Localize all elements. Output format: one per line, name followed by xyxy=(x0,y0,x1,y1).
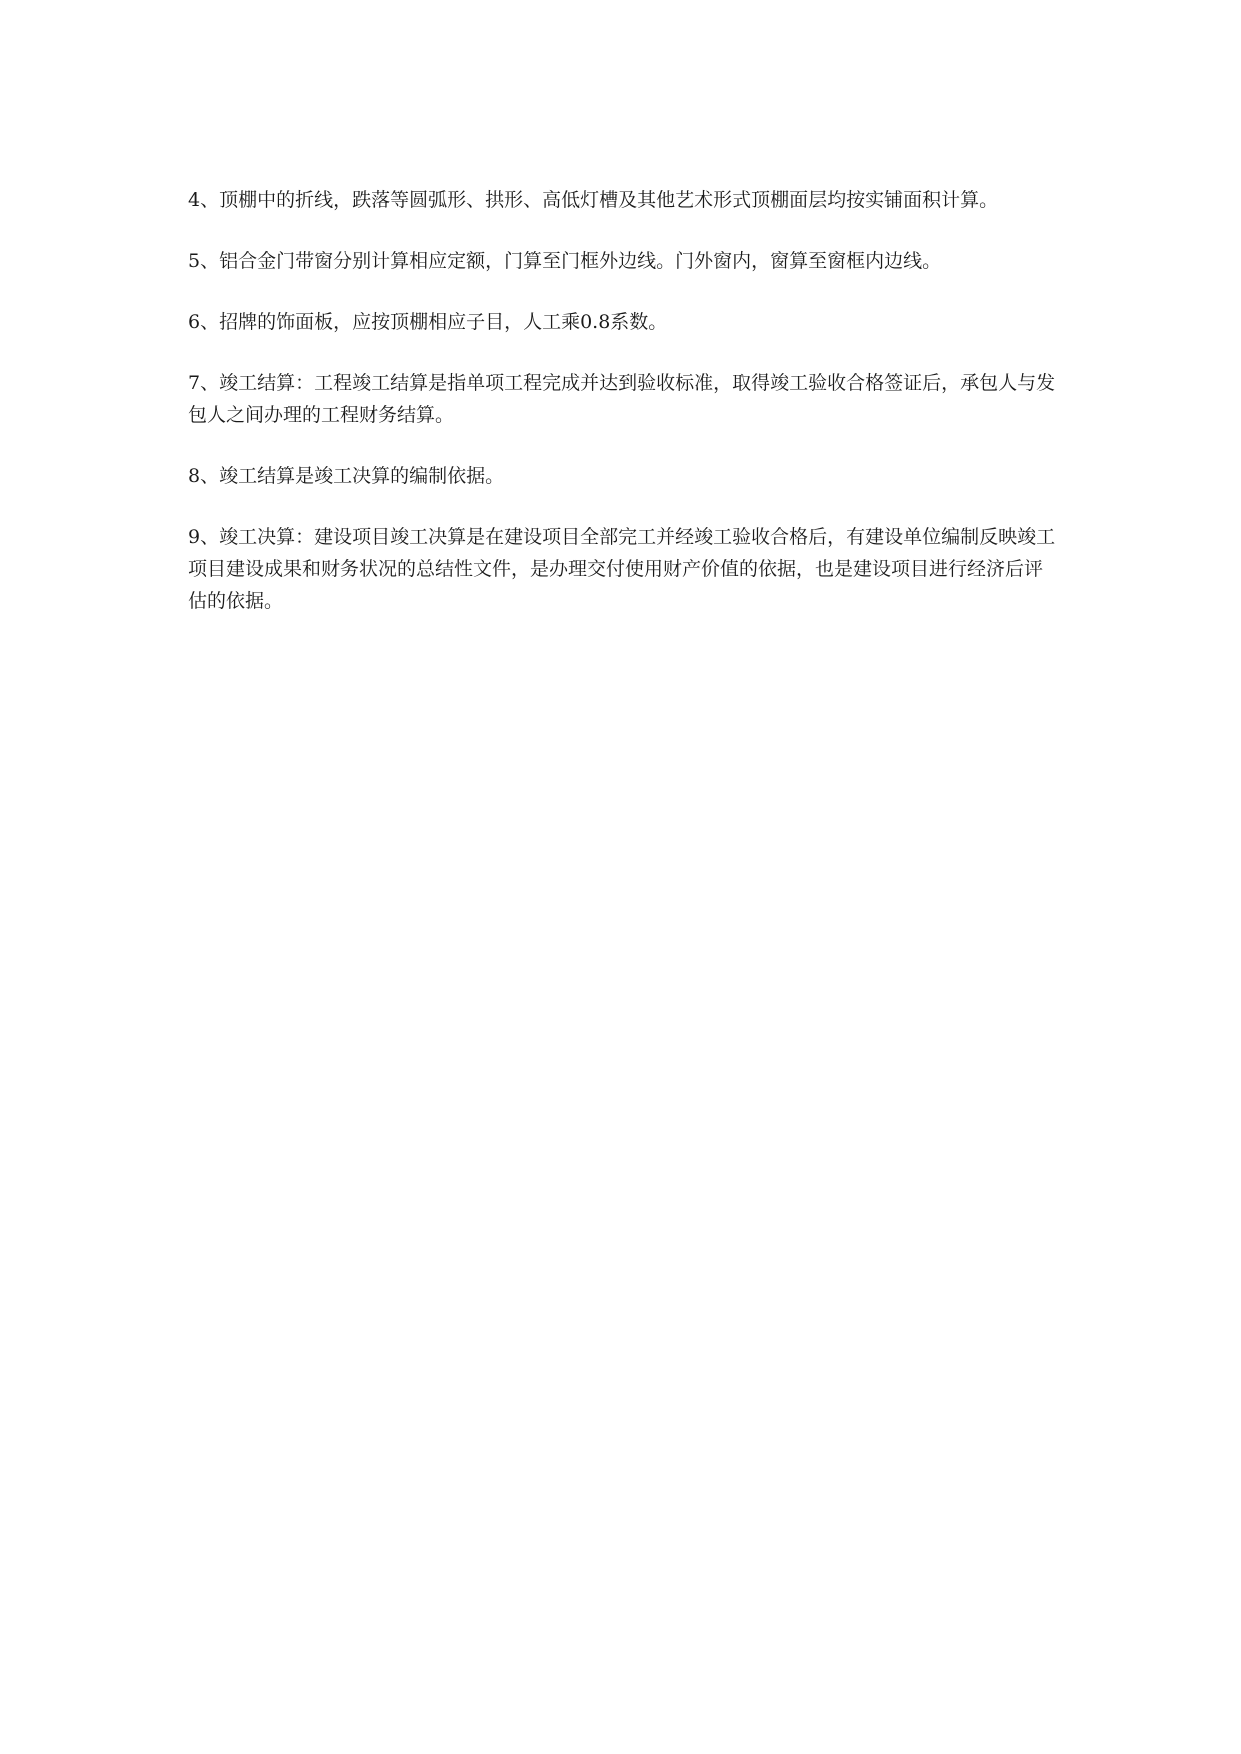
paragraph-item-4: 4、顶棚中的折线，跌落等圆弧形、拱形、高低灯槽及其他艺术形式顶棚面层均按实铺面积计算。 xyxy=(188,189,999,211)
document-body xyxy=(188,184,1060,646)
paragraph-item-5: 5、铝合金门带窗分别计算相应定额，门算至门框外边线。门外窗内，窗算至窗框内边线。 xyxy=(188,250,942,272)
paragraph-item-8: 8、竣工结算是竣工决算的编制依据。 xyxy=(188,465,505,487)
paragraph-item-9: 9、竣工决算：建设项目竣工决算是在建设项目全部完工并经竣工验收合格后，有建设单位编制反映竣工项目建设成果和财务状况的总结性文件，是办理交付使用财产价值的依据，也是建设项目进行经济后评估的依据。 xyxy=(188,526,1056,612)
paragraph-item-7: 7、竣工结算：工程竣工结算是指单项工程完成并达到验收标准，取得竣工验收合格签证后，承包人与发包人之间办理的工程财务结算。 xyxy=(188,372,1056,426)
paragraph-item-6: 6、招牌的饰面板，应按顶棚相应子目，人工乘0.8系数。 xyxy=(188,311,668,333)
